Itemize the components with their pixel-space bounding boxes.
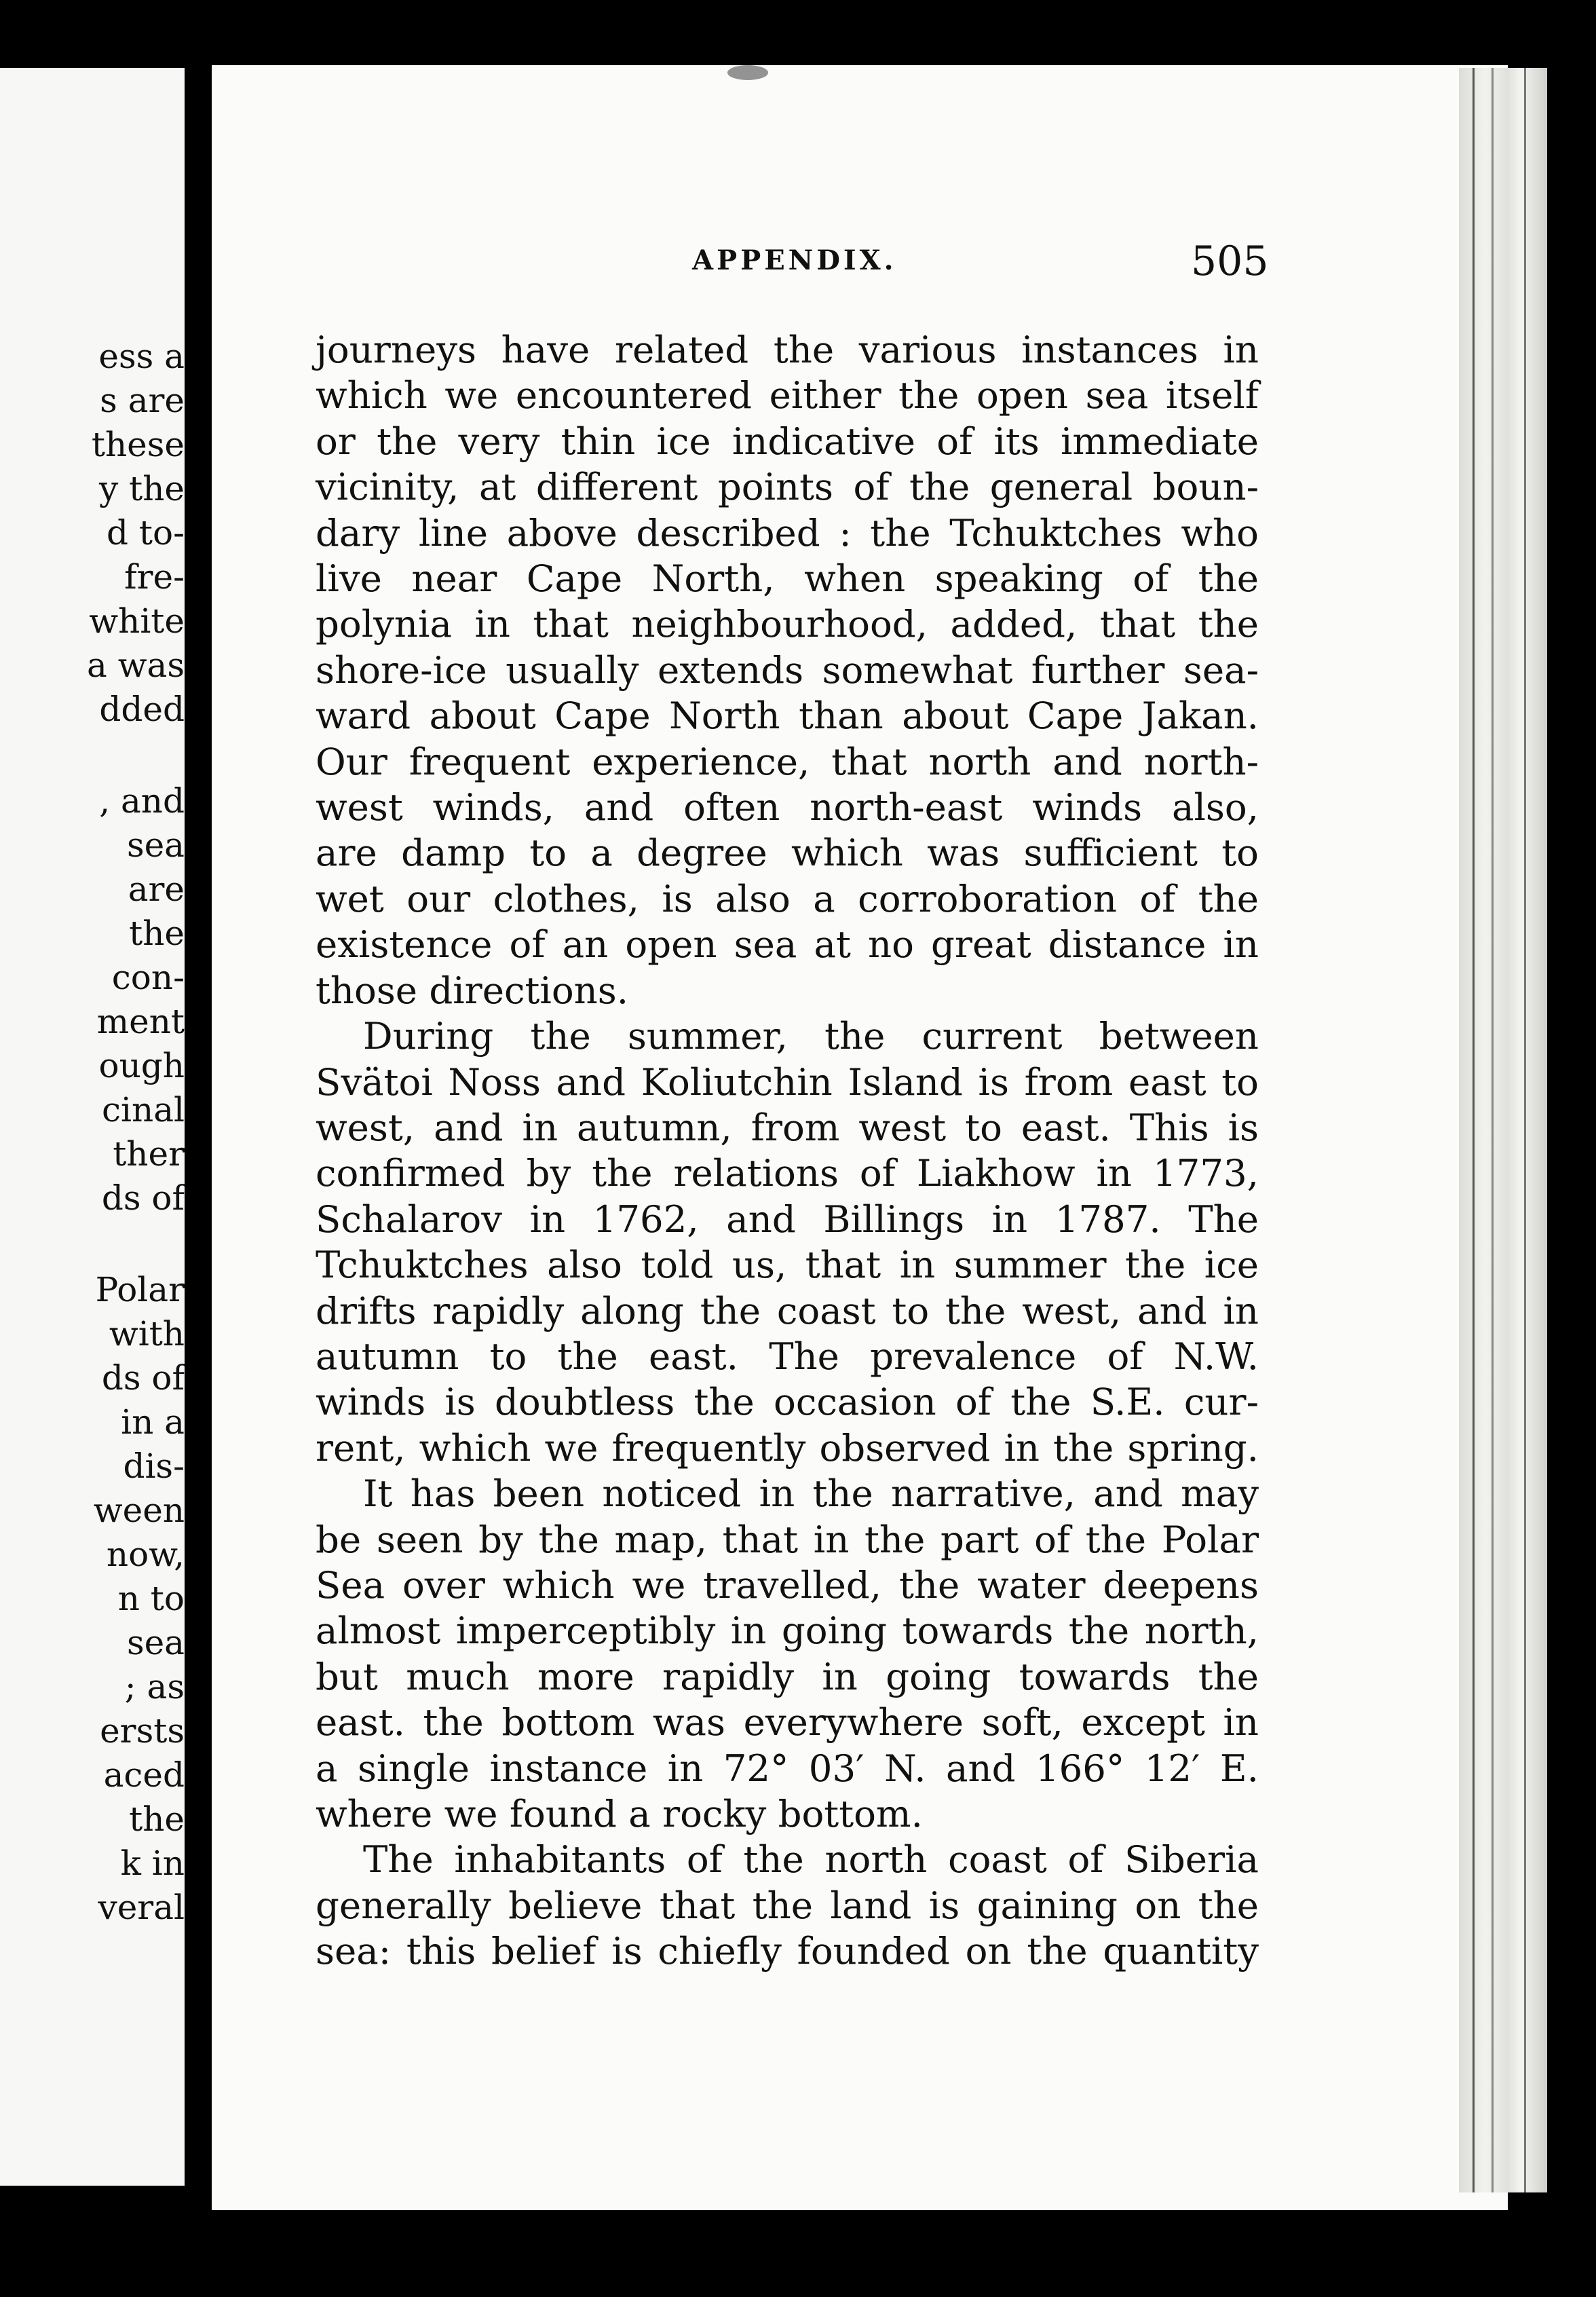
text-line: It has been noticed in the narrative, and may bbox=[363, 1472, 1259, 1516]
previous-page-text-fragment: ersts bbox=[100, 1711, 185, 1751]
text-line: shore-ice usually extends somewhat further sea- bbox=[316, 648, 1259, 692]
previous-page-text-fragment: a was bbox=[87, 646, 185, 685]
previous-page-text-fragment: ds of bbox=[101, 1178, 185, 1218]
previous-page-text-fragment: con- bbox=[111, 958, 185, 997]
previous-page-text-fragment: ment bbox=[96, 1002, 185, 1041]
text-line: wet our clothes, is also a corroboration of the bbox=[316, 876, 1259, 920]
previous-page-text-fragment: veral bbox=[98, 1888, 185, 1927]
previous-page-text-fragment: these bbox=[91, 425, 185, 464]
text-line: generally believe that the land is gaining on the bbox=[316, 1883, 1259, 1927]
previous-page-text-fragment: fre- bbox=[124, 557, 185, 597]
text-line: ward about Cape North than about Cape Jakan. bbox=[316, 694, 1259, 738]
text-line: Our frequent experience, that north and north- bbox=[316, 739, 1259, 783]
previous-page-text-fragment: d to- bbox=[107, 513, 185, 553]
text-line: drifts rapidly along the coast to the west, and in bbox=[316, 1288, 1259, 1332]
text-line: but much more rapidly in going towards the bbox=[316, 1654, 1259, 1698]
previous-page-text-fragment: sea bbox=[126, 825, 185, 865]
page-edges bbox=[1459, 68, 1547, 2192]
text-line: be seen by the map, that in the part of the Polar bbox=[316, 1517, 1259, 1561]
previous-page-text-fragment: in a bbox=[121, 1402, 185, 1442]
previous-page-text-fragment: dis- bbox=[123, 1446, 185, 1486]
text-line: vicinity, at different points of the general boun- bbox=[316, 465, 1259, 509]
ink-blot bbox=[727, 65, 768, 80]
previous-page-text-fragment: now, bbox=[106, 1535, 185, 1574]
text-line: a single instance in 72° 03′ N. and 166° 12′ E. bbox=[316, 1746, 1259, 1790]
text-line: sea: this belief is chiefly founded on the quantity bbox=[316, 1929, 1259, 1973]
body-text bbox=[316, 327, 1259, 1975]
previous-page-text-fragment: ; as bbox=[124, 1667, 185, 1706]
text-line: dary line above described : the Tchuktches who bbox=[316, 510, 1259, 555]
text-line: or the very thin ice indicative of its immediate bbox=[316, 419, 1259, 463]
previous-page-text-fragment: white bbox=[89, 601, 185, 641]
text-line: winds is doubtless the occasion of the S.E. cur- bbox=[316, 1380, 1259, 1424]
text-line: live near Cape North, when speaking of the bbox=[316, 557, 1259, 601]
previous-page-text-fragment: s are bbox=[100, 381, 185, 420]
previous-page-text-fragment: are bbox=[128, 870, 185, 909]
text-line: almost imperceptibly in going towards the north, bbox=[316, 1609, 1259, 1653]
text-line: polynia in that neighbourhood, added, that the bbox=[316, 602, 1259, 646]
previous-page-text-fragment: the bbox=[129, 1799, 185, 1839]
text-line: confirmed by the relations of Liakhow in 1773, bbox=[316, 1151, 1259, 1195]
text-line: east. the bottom was everywhere soft, except in bbox=[316, 1700, 1259, 1744]
previous-page-text-fragment: ess a bbox=[98, 337, 185, 376]
text-line: west winds, and often north-east winds also, bbox=[316, 785, 1259, 829]
previous-page-text-fragment: n to bbox=[117, 1579, 185, 1618]
text-line: those directions. bbox=[316, 968, 629, 1012]
text-line: which we encountered either the open sea itself bbox=[316, 373, 1259, 417]
previous-page-text-fragment: cinal bbox=[102, 1090, 185, 1129]
previous-page-text-fragment: ween bbox=[93, 1491, 185, 1530]
text-line: Svätoi Noss and Koliutchin Island is from east to bbox=[316, 1060, 1259, 1104]
text-line: During the summer, the current between bbox=[363, 1014, 1259, 1058]
text-line: are damp to a degree which was sufficient to bbox=[316, 831, 1259, 875]
previous-page-strip bbox=[0, 68, 185, 2186]
previous-page-text-fragment: with bbox=[109, 1314, 185, 1353]
previous-page-text-fragment: ds of bbox=[101, 1358, 185, 1398]
previous-page-text-fragment: k in bbox=[120, 1844, 185, 1883]
text-line: Schalarov in 1762, and Billings in 1787. The bbox=[316, 1197, 1259, 1241]
previous-page-text-fragment: ough bbox=[98, 1046, 185, 1085]
previous-page-text-fragment: the bbox=[129, 914, 185, 953]
previous-page-text-fragment: Polar bbox=[95, 1270, 185, 1309]
page-number: 505 bbox=[1191, 238, 1269, 285]
previous-page-text-fragment: y the bbox=[98, 469, 185, 508]
text-line: rent, which we frequently observed in the spring. bbox=[316, 1425, 1259, 1470]
text-line: Tchuktches also told us, that in summer the ice bbox=[316, 1243, 1259, 1287]
previous-page-text-fragment: , and bbox=[99, 781, 185, 821]
text-line: where we found a rocky bottom. bbox=[316, 1792, 923, 1835]
previous-page-text-fragment: dded bbox=[99, 690, 185, 729]
text-line: west, and in autumn, from west to east. This is bbox=[316, 1105, 1259, 1149]
text-line: Sea over which we travelled, the water deepens bbox=[316, 1563, 1259, 1607]
previous-page-text-fragment: aced bbox=[103, 1755, 185, 1795]
previous-page-text-fragment: ther bbox=[113, 1134, 185, 1174]
text-line: journeys have related the various instances in bbox=[316, 328, 1259, 371]
text-line: autumn to the east. The prevalence of N.W. bbox=[316, 1334, 1259, 1378]
book-gutter bbox=[185, 61, 212, 2206]
previous-page-text-fragment: sea bbox=[126, 1623, 185, 1662]
text-line: The inhabitants of the north coast of Siberia bbox=[363, 1837, 1259, 1882]
text-line: existence of an open sea at no great distance in bbox=[316, 922, 1259, 967]
running-head: APPENDIX. bbox=[692, 244, 897, 276]
